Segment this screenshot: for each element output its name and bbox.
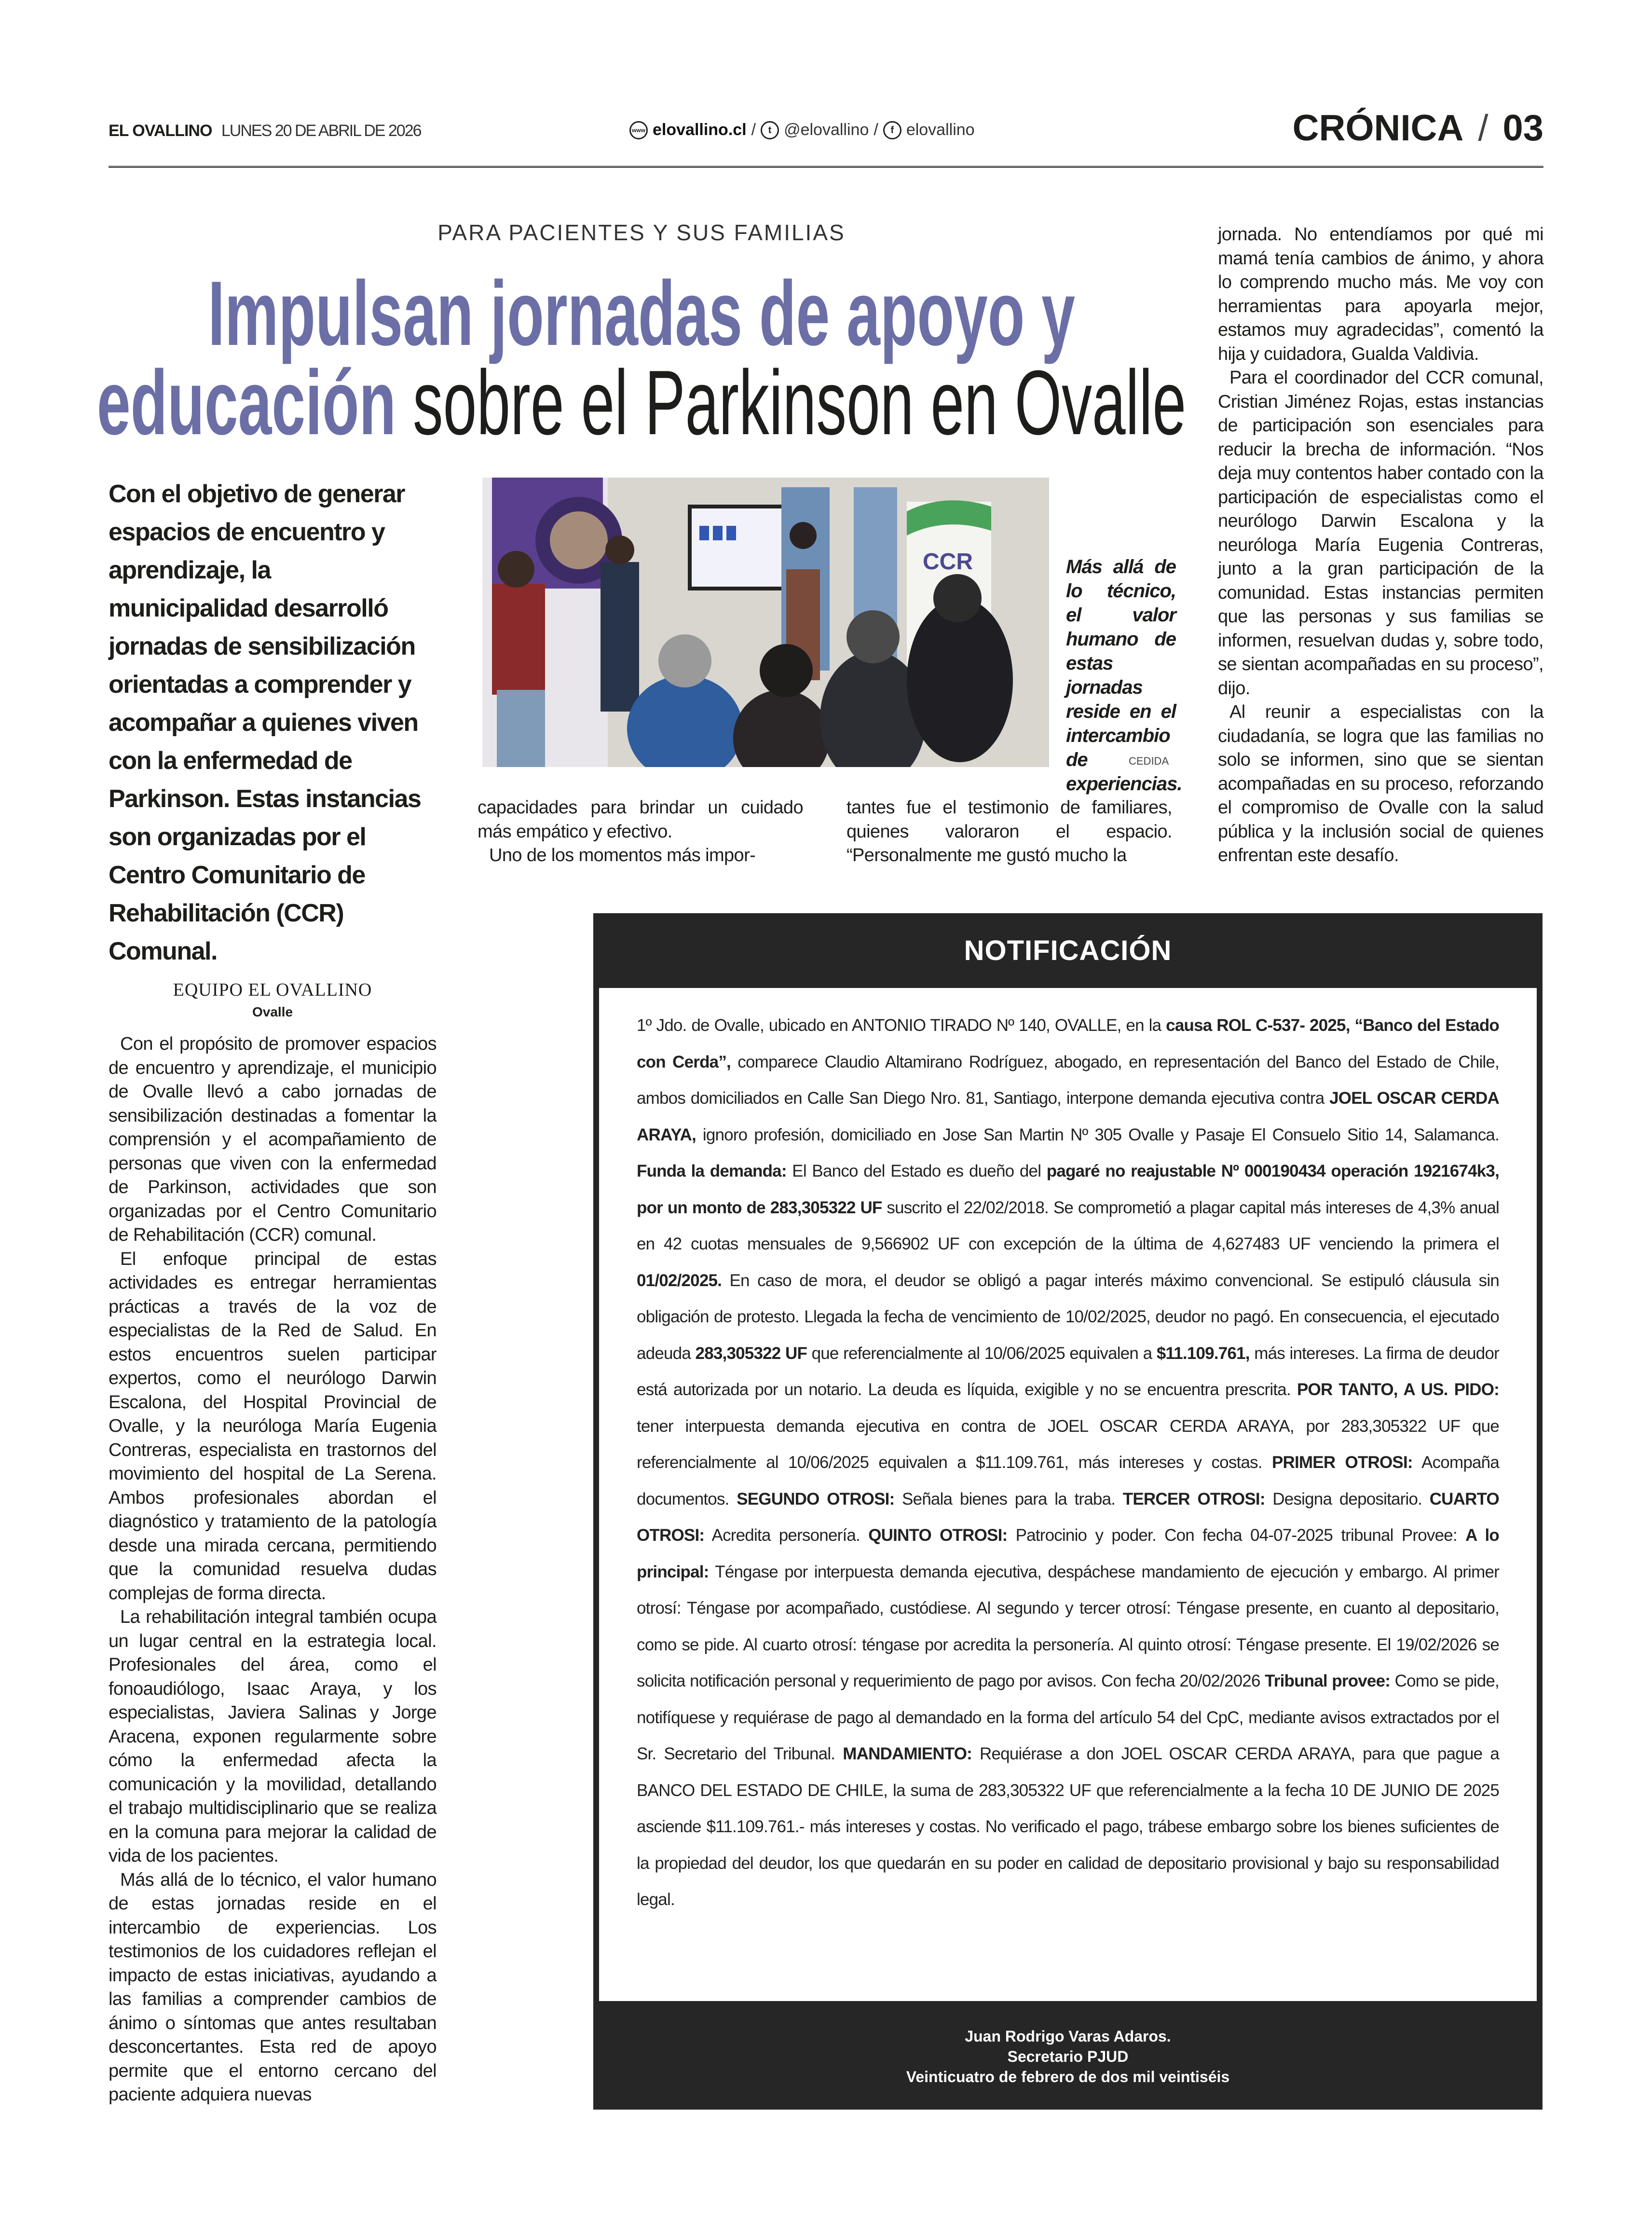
notice-text: suscrito el 22/02/2018. Se comprometió a plagar capital más intereses de 4,3% anual en 42 cuotas mensuales de 9,566902 UF con excepción de la última de 4,627483 UF venciendo la primera el <box>637 1198 1499 1253</box>
notice-text: Requiérase a don JOEL OSCAR CERDA ARAYA, para que pague a BANCO DEL ESTADO DE CHILE, la suma de 283,305322 UF que referencialmente a la fecha 10 DE JUNIO DE 2025 asciende $11.109.761.- más intereses y costas. No verificado el pago, trábese embargo sobre los bienes suficientes de la propiedad del deudor, los que quedarán en su poder en calidad de depositario provisional y bajo su responsabilidad legal. <box>637 1744 1499 1909</box>
notice-text: tener interpuesta demanda ejecutiva en contra de JOEL OSCAR CERDA ARAYA, por 283,305322 UF que referencialmente al 10/06/2025 equivalen a $11.109.761, más intereses y costas. <box>637 1416 1499 1472</box>
legal-notice <box>593 913 1543 2110</box>
notice-text: comparece Claudio Altamirano Rodríguez, abogado, en representación del Banco del Estado de Chile, ambos domiciliados en Calle San Diego Nro. 81, Santiago, interpone demanda ejecutiva contra <box>637 1052 1499 1108</box>
notice-bold-text: A lo principal: <box>637 1526 1499 1581</box>
notice-text: Acredita personería. <box>704 1526 869 1545</box>
paragraph: Uno de los momentos más impor- <box>489 845 756 865</box>
article-column-left <box>109 1032 437 2107</box>
section-name: CRÓNICA <box>1292 108 1464 149</box>
notice-body <box>599 988 1537 2001</box>
article-photo <box>482 478 1049 767</box>
masthead-left <box>109 122 421 140</box>
signature-date: Veinticuatro de febrero de dos mil veintiséis <box>906 2068 1230 2085</box>
notice-bold-text: QUINTO OTROSI: <box>868 1526 1008 1545</box>
notice-text: ignoro profesión, domiciliado en Jose San Martin Nº 305 Ovalle y Pasaje El Consuelo Sitio 14, Salamanca. <box>696 1125 1499 1144</box>
notice-bold-text: JOEL OSCAR CERDA ARAYA, <box>637 1089 1499 1144</box>
notice-bold-text: 01/02/2025. <box>637 1271 722 1290</box>
headline-line-2 <box>96 352 1187 454</box>
globe-icon: www <box>629 121 648 139</box>
paragraph: Para el coordinador del CCR comunal, Cristian Jiménez Rojas, estas instancias de participación son esenciales para reducir la brecha de información. “Nos deja muy contentos haber contado con la participación de especialistas como el neurólogo Darwin Escalona y la neuróloga María Eugenia Contreras, junto a la gran participación de la comunidad. Estas instancias permiten que las personas y sus familias se informen, resuelvan dudas y, sobre todo, se sientan acompañadas en su proceso”, dijo. <box>1218 368 1543 699</box>
notice-text: más intereses. La firma de deudor está autorizada por un notario. La deuda es líquida, exigible y no se encuentra prescrita. <box>637 1344 1499 1399</box>
notice-signature <box>599 2001 1537 2087</box>
headline-line-1 <box>208 262 1075 365</box>
notice-bold-text: 283,305322 UF <box>695 1344 807 1363</box>
notice-text: En caso de mora, el deudor se obligó a pagar interés máximo convencional. Se estipuló cláusula sin obligación de protesto. Llegada la fecha de vencimiento de 10/02/2025, deudor no pagó. En consecuencia, el ejecutado adeuda <box>637 1271 1499 1363</box>
separator: / <box>874 121 878 139</box>
notice-bold-text: MANDAMIENTO: <box>843 1744 972 1763</box>
ccr-banner-text: CCR <box>923 549 973 575</box>
photo-caption: Más allá de lo técnico, el valor humano de estas jornadas reside en el intercambio de experiencias. <box>1066 556 1182 795</box>
separator: / <box>751 121 756 139</box>
notice-bold-text: causa ROL C-537- 2025, “Banco del Estado con Cerda”, <box>637 1016 1499 1071</box>
headline-text: Impulsan jornadas de apoyo y <box>208 262 1075 365</box>
photo-credit: CEDIDA <box>1129 755 1169 767</box>
notice-bold-text: SEGUNDO OTROSI: <box>737 1489 895 1509</box>
notice-text: 1º Jdo. de Ovalle, ubicado en ANTONIO TIRADO Nº 140, OVALLE, en la <box>637 1016 1166 1035</box>
notice-bold-text: TERCER OTROSI: <box>1122 1489 1265 1509</box>
notice-text: El Banco del Estado es dueño del <box>786 1162 1047 1180</box>
notice-text: Designa depositario. <box>1265 1489 1430 1509</box>
issue-date: LUNES 20 DE ABRIL DE 2026 <box>221 122 421 140</box>
notice-text: Acompaña documentos. <box>637 1453 1499 1509</box>
article-kicker: PARA PACIENTES Y SUS FAMILIAS <box>437 220 846 245</box>
paragraph: Con el propósito de promover espacios de encuentro y aprendizaje, el municipio de Ovalle llevó a cabo jornadas de sensibilización destinadas a fomentar la comprensión y el acompañamiento de personas que viven con la enfermedad de Parkinson, actividades que son organizadas por el Centro Comunitario de Rehabilitación (CCR) comunal. <box>109 1034 437 1245</box>
notice-text: Téngase por interpuesta demanda ejecutiva, despáchese mandamiento de ejecución y embargo. Al primer otrosí: Téngase por acompañado, custódiese. Al segundo y tercer otrosí: Téngase presente, en cuanto al depositario, como se pide. Al cuarto otrosí: téngase por acredita la personería. Al quinto otrosí: Téngase presente. El 19/02/2026 se solicita notificación personal y requerimiento de pago por avisos. Con fecha 20/02/2026 <box>637 1562 1499 1690</box>
paragraph: tantes fue el testimonio de familiares, quienes valoraron el espacio. “Personalmente me gustó mucho la <box>846 797 1172 865</box>
paragraph: Más allá de lo técnico, el valor humano de estas jornadas reside en el intercambio de experiencias. Los testimonios de los cuidadores reflejan el impacto de estas iniciativas, ayudando a las familias a comprender cambios de ánimo o síntomas que antes resultaban desconcertantes. Esta red de apoyo permite que el entorno cercano del paciente adquiera nuevas <box>109 1869 437 2105</box>
paragraph: La rehabilitación integral también ocupa un lugar central en la estrategia local. Profesionales del área, como el fonoaudiólogo, Isaac Araya, y los especialistas, Javiera Salinas y Jorge Aracena, exponen regularmente sobre cómo la enfermedad afecta la comunicación y la movilidad, detallando el trabajo multidisciplinario que se realiza en la comuna para mejorar la calidad de vida de los pacientes. <box>109 1607 437 1866</box>
notice-bold-text: Funda la demanda: <box>637 1162 787 1180</box>
page-number: 03 <box>1502 108 1543 149</box>
social-links <box>629 121 975 139</box>
section-label <box>1293 107 1543 149</box>
notice-bold-text: PRIMER OTROSI: <box>1271 1453 1413 1472</box>
article-column-middle-b <box>846 796 1172 868</box>
paragraph: capacidades para brindar un cuidado más empático y efectivo. <box>478 797 803 842</box>
notice-text: que referencialmente al 10/06/2025 equivalen a <box>807 1344 1157 1363</box>
twitter-link[interactable]: @elovallino <box>784 121 869 139</box>
header-rule <box>109 165 1543 168</box>
article-lead: Con el objetivo de generar espacios de encuentro y aprendizaje, la municipalidad desarrolló jornadas de sensibilización orientadas a comprender y acompañar a quienes viven con la enfermedad de Parkinson. Estas instancias son organizadas por el Centro Comunitario de Rehabilitación (CCR) Comunal. <box>109 480 421 965</box>
notice-text: Señala bienes para la traba. <box>894 1489 1123 1509</box>
website-link[interactable]: elovallino.cl <box>653 121 747 139</box>
facebook-link[interactable]: elovallino <box>906 121 975 139</box>
dateline-place: Ovalle <box>252 1004 293 1019</box>
notice-bold-text: pagaré no reajustable Nº 000190434 operación 1921674k3, por un monto de 283,305322 UF <box>637 1162 1499 1217</box>
notice-title: NOTIFICACIÓN <box>964 935 1172 966</box>
byline: EQUIPO EL OVALLINO <box>173 980 372 1000</box>
notice-text: Patrocinio y poder. Con fecha 04-07-2025 tribunal Provee: <box>1007 1526 1466 1545</box>
signer-role: Secretario PJUD <box>1007 2048 1129 2065</box>
notice-text: Como se pide, notifíquese y requiérase de pago al demandado en la forma del artículo 54 del CpC, mediante avisos extractados por el Sr. Secretario del Tribunal. <box>637 1672 1499 1763</box>
notice-bold-text: CUARTO OTROSI: <box>637 1489 1499 1545</box>
article-column-right <box>1218 223 1543 868</box>
headline-bold: educación <box>96 352 396 454</box>
facebook-icon: f <box>883 121 901 139</box>
newspaper-name: EL OVALLINO <box>109 122 212 140</box>
separator: / <box>1478 108 1488 149</box>
notice-bold-text: POR TANTO, A US. PIDO: <box>1297 1380 1499 1399</box>
paragraph: Al reunir a especialistas con la ciudadanía, se logra que las familias no solo se informen, sino que se sientan acompañadas en su proceso, reforzando el compromiso de Ovalle con la salud pública y la inclusión social de quienes enfrentan este desafío. <box>1218 702 1543 865</box>
headline-regular: sobre el Parkinson en Ovalle <box>396 352 1187 454</box>
signer-name: Juan Rodrigo Varas Adaros. <box>965 2028 1171 2045</box>
twitter-icon: t <box>761 121 779 139</box>
notice-bold-text: $11.109.761, <box>1156 1344 1250 1363</box>
photo-illustration <box>482 478 1049 767</box>
paragraph: El enfoque principal de estas actividades es entregar herramientas prácticas a través de la voz de especialistas de la Red de Salud. En estos encuentros suelen participar expertos, como el neurólogo Darwin Escalona, del Hospital Provincial de Ovalle, y la neuróloga María Eugenia Contreras, especialista en trastornos del movimiento del hospital de La Serena. Ambos profesionales abordan el diagnóstico y tratamiento de la patología desde una mirada cercana, permitiendo que la comunidad resuelva dudas complejas de forma directa. <box>109 1248 437 1604</box>
notice-bold-text: Tribunal provee: <box>1265 1672 1391 1690</box>
article-column-middle-a <box>478 796 803 868</box>
paragraph: jornada. No entendíamos por qué mi mamá tenía cambios de ánimo, y ahora lo comprendo mucho más. Me voy con herramientas para apoyarla mejor, estamos muy agradecidas”, comentó la hija y cuidadora, Gualda Valdivia. <box>1218 224 1543 364</box>
